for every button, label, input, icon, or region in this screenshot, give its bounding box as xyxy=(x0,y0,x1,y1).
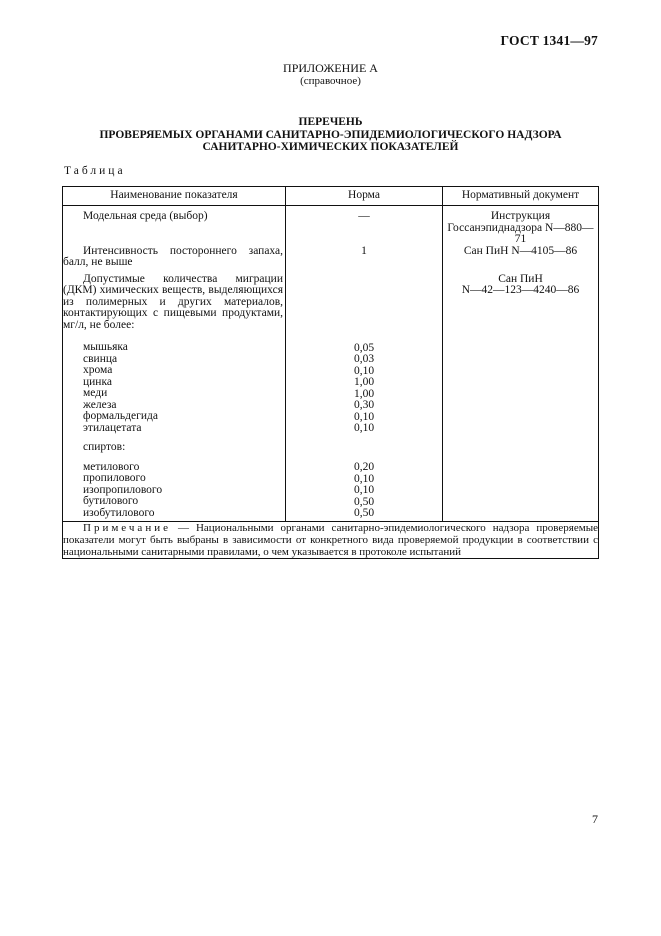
appendix-header xyxy=(0,62,661,88)
row1-doc-line-1: Инструкция xyxy=(490,210,551,222)
substance-norm: 0,10 xyxy=(353,410,375,423)
substance-name: свинца xyxy=(83,352,118,365)
substance-list xyxy=(63,342,285,519)
header-name: Наименование показателя xyxy=(63,187,286,206)
row1-name: Модельная среда (выбор) xyxy=(83,210,208,222)
spirit-norm: 0,50 xyxy=(353,495,375,508)
appendix-title: ПРИЛОЖЕНИЕ А xyxy=(283,61,378,75)
spirit-name: изопропилового xyxy=(83,483,163,496)
note-text: — Национальными органами санитарно-эпидемиологического надзора проверяемые показатели могут быть выбраны в зависимости от конкретного вида проверяемой продукции в соответствии с национальными санитарными правилами, о чем указывается в протоколе испытаний xyxy=(63,522,598,558)
table-caption: Таблица xyxy=(64,165,126,177)
spirit-norm: 0,20 xyxy=(353,461,375,473)
substance-norm: 0,03 xyxy=(353,353,375,365)
header-document: Нормативный документ xyxy=(443,187,599,206)
substance-name: меди xyxy=(83,387,108,399)
row2-norm: 1 xyxy=(286,246,443,274)
document-heading xyxy=(0,116,661,154)
substance-norm: 1,00 xyxy=(353,387,375,400)
spirit-norm: 0,50 xyxy=(353,507,375,519)
substance-name: мышьяка xyxy=(83,341,128,353)
substance-norm: 1,00 xyxy=(353,376,375,388)
substance-name: цинка xyxy=(83,375,112,388)
indicators-table xyxy=(62,186,599,559)
substance-name: хрома xyxy=(83,364,113,376)
substance-norm: 0,10 xyxy=(353,364,375,377)
row2-name: Интенсивность постороннего запаха, балл, не выше xyxy=(63,244,283,268)
note-label: Примечание xyxy=(83,522,171,534)
spirit-name: бутилового xyxy=(83,495,139,507)
row2-doc: Сан ПиН N—4105—86 xyxy=(463,244,578,257)
heading-line-2: ПРОВЕРЯЕМЫХ ОРГАНАМИ САНИТАРНО-ЭПИДЕМИОЛОГИЧЕСКОГО НАДЗОРА xyxy=(99,128,562,141)
spirit-name: изобутилового xyxy=(83,506,155,519)
standard-code: ГОСТ 1341—97 xyxy=(500,33,598,48)
row1-doc-line-2: Госсанэпиднадзора N—880—71 xyxy=(447,221,594,245)
heading-line-3: САНИТАРНО-ХИМИЧЕСКИХ ПОКАЗАТЕЛЕЙ xyxy=(202,141,459,153)
table-row-odor xyxy=(63,246,599,274)
spirit-norm: 0,10 xyxy=(353,472,375,485)
table-header-row xyxy=(63,187,599,206)
substance-norm: 0,10 xyxy=(353,422,375,434)
substance-name: железа xyxy=(83,398,117,411)
substance-norm: 0,30 xyxy=(353,399,375,411)
spirits-label: спиртов: xyxy=(83,441,126,453)
spirit-name: пропилового xyxy=(83,472,146,484)
row3-doc-line-2: N—42—123—4240—86 xyxy=(461,284,580,296)
appendix-type: (справочное) xyxy=(300,75,361,87)
page-number: 7 xyxy=(592,812,598,826)
header-norm: Норма xyxy=(286,187,443,206)
row1-norm: — xyxy=(286,206,443,246)
table-note-row xyxy=(63,522,599,559)
substance-name: этилацетата xyxy=(83,421,142,434)
table-row-migration xyxy=(63,274,599,522)
heading-line-1: ПЕРЕЧЕНЬ xyxy=(298,116,363,128)
substance-name: формальдегида xyxy=(83,410,158,422)
row3-doc-line-1: Сан ПиН xyxy=(498,272,543,285)
spirit-name: метилового xyxy=(83,460,140,473)
table-row-model-medium xyxy=(63,206,599,246)
spirit-norm: 0,10 xyxy=(353,484,375,496)
substance-norm: 0,05 xyxy=(353,341,375,354)
row3-name: Допустимые количества миграции (ДКМ) химических веществ, выделяющихся из полимерных и других материалов, контактирующих с пищевыми продуктами, мг/л, не более: xyxy=(63,272,283,331)
